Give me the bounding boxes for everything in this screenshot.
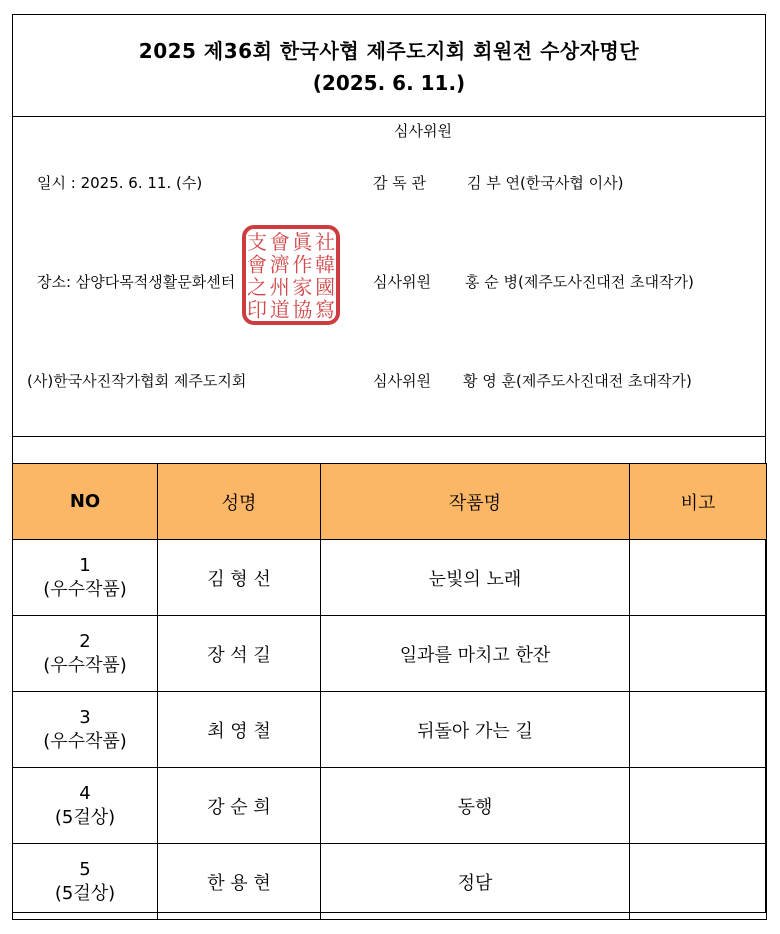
table-row — [13, 540, 767, 616]
header-name: 성명 — [158, 464, 321, 540]
seal-glyph: 會 — [247, 252, 267, 277]
header-work: 작품명 — [321, 464, 630, 540]
cell-name: 김 형 선 — [158, 540, 321, 616]
table-row — [13, 692, 767, 768]
seal-glyph: 寫 — [315, 297, 336, 322]
header-no: NO — [13, 464, 158, 540]
cell-name: 장 석 길 — [158, 616, 321, 692]
seal-stamp-icon — [241, 224, 341, 326]
cell-note — [630, 540, 767, 616]
event-place: 장소: 삼양다목적생활문화센터 — [37, 273, 236, 291]
cell-work: 정담 — [321, 844, 630, 920]
cell-work: 동행 — [321, 768, 630, 844]
organization-name: (사)한국사진작가협회 제주도지회 — [27, 372, 247, 390]
row-number: 5 — [79, 858, 91, 880]
seal-glyph: 國 — [315, 275, 336, 299]
seal-glyph: 家 — [292, 275, 313, 299]
row-grade: (우수작품) — [43, 578, 127, 600]
seal-glyph: 濟 — [269, 252, 290, 277]
table-row — [13, 844, 767, 920]
cell-no — [13, 616, 158, 692]
cell-work: 눈빛의 노래 — [321, 540, 630, 616]
row-grade: (5걸상) — [54, 882, 116, 904]
row-number: 2 — [79, 630, 91, 652]
cell-note — [630, 768, 767, 844]
cell-name: 강 순 희 — [158, 768, 321, 844]
title-box — [13, 15, 765, 117]
seal-glyph: 會 — [269, 230, 290, 254]
seal-glyph: 眞 — [292, 230, 313, 254]
cell-name: 한 용 현 — [158, 844, 321, 920]
cell-note — [630, 844, 767, 920]
row-grade: (우수작품) — [43, 730, 127, 752]
info-section — [13, 116, 765, 437]
seal-glyph: 州 — [269, 275, 290, 299]
cell-note — [630, 692, 767, 768]
section-divider — [13, 436, 765, 464]
cell-no — [13, 692, 158, 768]
judge1-name: 홍 순 병(제주도사진대전 초대작가) — [465, 273, 694, 291]
cell-name: 최 영 철 — [158, 692, 321, 768]
row-number: 4 — [79, 782, 91, 804]
seal-glyph: 支 — [247, 230, 267, 254]
cell-note — [630, 616, 767, 692]
seal-glyph: 作 — [292, 252, 313, 277]
row-number: 3 — [79, 706, 91, 728]
judge2-name: 황 영 훈(제주도사진대전 초대작가) — [463, 372, 692, 390]
judge2-role: 심사위원 — [373, 372, 431, 390]
table-row — [13, 768, 767, 844]
event-date: 일시 : 2025. 6. 11. (수) — [37, 174, 203, 192]
seal-glyph: 印 — [247, 297, 267, 322]
page-date: (2025. 6. 11.) — [312, 71, 466, 95]
supervisor-role: 감 독 관 — [373, 174, 427, 192]
table-row — [13, 616, 767, 692]
cell-no — [13, 540, 158, 616]
seal-glyph: 之 — [247, 275, 267, 299]
cell-work: 뒤돌아 가는 길 — [321, 692, 630, 768]
page-title: 2025 제36회 한국사협 제주도지회 회원전 수상자명단 — [138, 39, 640, 63]
row-grade: (우수작품) — [43, 654, 127, 676]
cell-work: 일과를 마치고 한잔 — [321, 616, 630, 692]
judge1-role: 심사위원 — [373, 273, 431, 291]
header-note: 비고 — [630, 464, 767, 540]
cell-no — [13, 768, 158, 844]
supervisor-name: 김 부 연(한국사협 이사) — [467, 174, 624, 192]
row-grade: (5걸상) — [54, 806, 116, 828]
document-frame — [12, 14, 766, 913]
seal-glyph: 社 — [315, 230, 336, 254]
seal-glyph: 韓 — [315, 252, 336, 277]
seal-glyph: 協 — [292, 297, 313, 322]
cell-no — [13, 844, 158, 920]
table-header-row — [13, 464, 767, 540]
judges-heading: 심사위원 — [394, 122, 452, 140]
awards-table — [12, 463, 767, 920]
seal-glyph: 道 — [269, 297, 290, 322]
row-number: 1 — [79, 554, 91, 576]
